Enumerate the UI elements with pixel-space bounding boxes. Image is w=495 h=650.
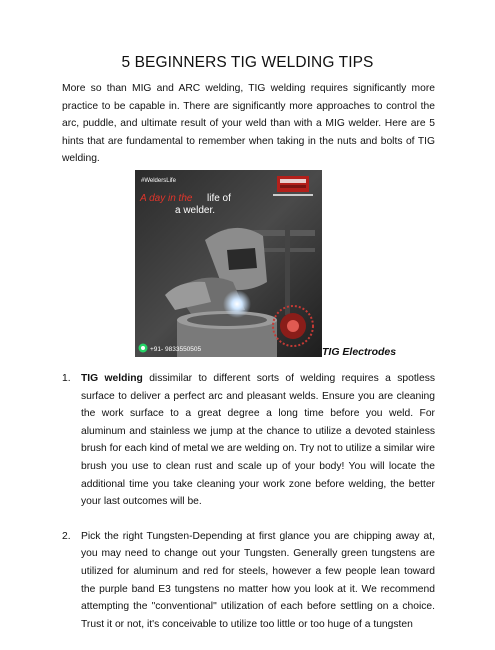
tips-list	[62, 370, 435, 650]
intro-paragraph: More so than MIG and ARC welding, TIG welding requires significantly more practice to be capable in. There are significantly more approaches to control the arc, puddle, and ultimate result of your weld than with a MIG welder. Here are 5 hints that are fundamental to remember when taking in the nuts and bolts of TIG welding.	[62, 83, 435, 165]
figure-caption: TIG Electrodes	[322, 346, 397, 358]
list-item	[62, 528, 435, 634]
list-item-number: 2.	[62, 530, 71, 542]
hashtag-text: #WeldersLife	[141, 178, 176, 184]
list-item-number: 1.	[62, 373, 71, 384]
tip-body-text: dissimilar to different sorts of welding requires a spotless surface to deliver a perfect arc and pleasant welds. Ensure you are cleaning the work surface to a great degree a long time before you weld. For aluminum and stainless we jump at the chance to utilize a devoted stainless brush for each kind of metal we are welding on. Try not to utilize a similar wire brush you use to clean rust and scale up of your body! You will locate the additional time you take cleaning your work zone before welding, the better your last outcomes will be.	[81, 373, 435, 508]
headline-white-text-2: a welder.	[175, 205, 216, 216]
whatsapp-icon	[139, 344, 148, 353]
phone-number-text: +91- 9833550505	[150, 346, 202, 353]
tip-body-text: Pick the right Tungsten-Depending at first glance you are chipping away at, you may need to change out your Tungsten. Generally green tungstens are utilized for aluminum and red for steels, however a few people lean toward the purple band E3 tungstens no matter how you look at it. We recommend attempting the "conventional" utilization of each before settling on a choice. Trust it or not, it's conceivable to utilize too little or too huge of a tungsten	[81, 530, 435, 630]
tip-lead-text: TIG welding	[81, 373, 143, 384]
welder-promo-image	[135, 170, 322, 357]
welder-photo-illustration	[135, 170, 322, 357]
list-item	[62, 370, 435, 511]
page-title: 5 BEGINNERS TIG WELDING TIPS	[121, 54, 374, 71]
headline-white-text-1: life of	[207, 193, 231, 204]
headline-red-text: A day in the	[140, 193, 193, 204]
